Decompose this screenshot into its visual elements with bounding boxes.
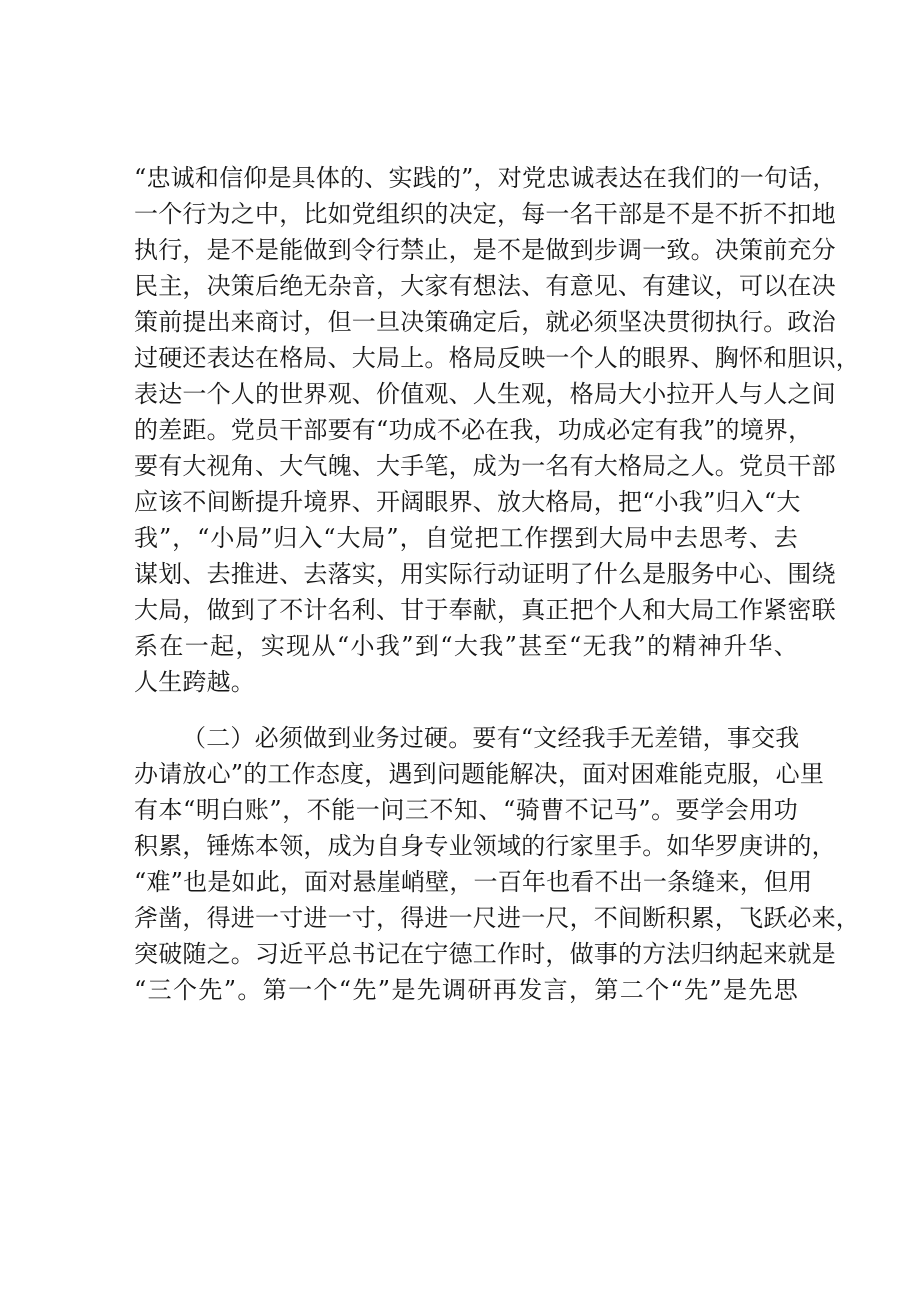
text-line: “三个先”。第一个“先”是先调研再发言，第二个“先”是先思 — [134, 976, 798, 1004]
text-line: 执行，是不是能做到令行禁止，是不是做到步调一致。决策前充分 — [134, 236, 836, 264]
document-body — [134, 160, 860, 1008]
text-line: （二）必须做到业务过硬。要有“文经我手无差错，事交我 — [182, 724, 800, 752]
text-line: 表达一个人的世界观、价值观、人生观，格局大小拉开人与人之间 — [134, 380, 836, 408]
text-line: 系在一起，实现从“小我”到“大我”甚至“无我”的精神升华、 — [134, 632, 798, 660]
paragraph-business-competence — [134, 720, 860, 1008]
text-line: 应该不间断提升境界、开阔眼界、放大格局，把“小我”归入“大 — [134, 488, 801, 516]
text-line: “忠诚和信仰是具体的、实践的”，对党忠诚表达在我们的一句话， — [134, 164, 837, 192]
text-line: 斧凿，得进一寸进一寸，得进一尺进一尺，不间断积累，飞跃必来， — [134, 904, 860, 932]
text-line: 要有大视角、大气魄、大手笔，成为一名有大格局之人。党员干部 — [134, 452, 836, 480]
text-line: 突破随之。习近平总书记在宁德工作时，做事的方法归纳起来就是 — [134, 940, 836, 968]
text-line: 谋划、去推进、去落实，用实际行动证明了什么是服务中心、围绕 — [134, 560, 836, 588]
text-line: 我”，“小局”归入“大局”，自觉把工作摆到大局中去思考、去 — [134, 524, 798, 552]
text-line: “难”也是如此，面对悬崖峭壁，一百年也看不出一条缝来，但用 — [134, 868, 813, 896]
paragraph-spacer — [134, 700, 798, 720]
paragraph-political-firmness — [134, 160, 860, 700]
text-line: 大局，做到了不计名利、甘于奉献，真正把个人和大局工作紧密联 — [134, 596, 836, 624]
text-line: 一个行为之中，比如党组织的决定，每一名干部是不是不折不扣地 — [134, 200, 836, 228]
text-line: 有本“明白账”，不能一问三不知、“骑曹不记马”。要学会用功 — [134, 796, 798, 824]
text-line: 的差距。党员干部要有“功成不必在我，功成必定有我”的境界， — [134, 416, 813, 444]
text-line: 办请放心”的工作态度，遇到问题能解决，面对困难能克服，心里 — [134, 760, 825, 788]
text-line: 过硬还表达在格局、大局上。格局反映一个人的眼界、胸怀和胆识， — [134, 344, 860, 372]
text-line: 积累，锤炼本领，成为自身专业领域的行家里手。如华罗庚讲的， — [134, 832, 836, 860]
text-line: 民主，决策后绝无杂音，大家有想法、有意见、有建议，可以在决 — [134, 272, 836, 300]
text-line: 策前提出来商讨，但一旦决策确定后，就必须坚决贯彻执行。政治 — [134, 308, 836, 336]
text-line: 人生跨越。 — [134, 668, 255, 696]
